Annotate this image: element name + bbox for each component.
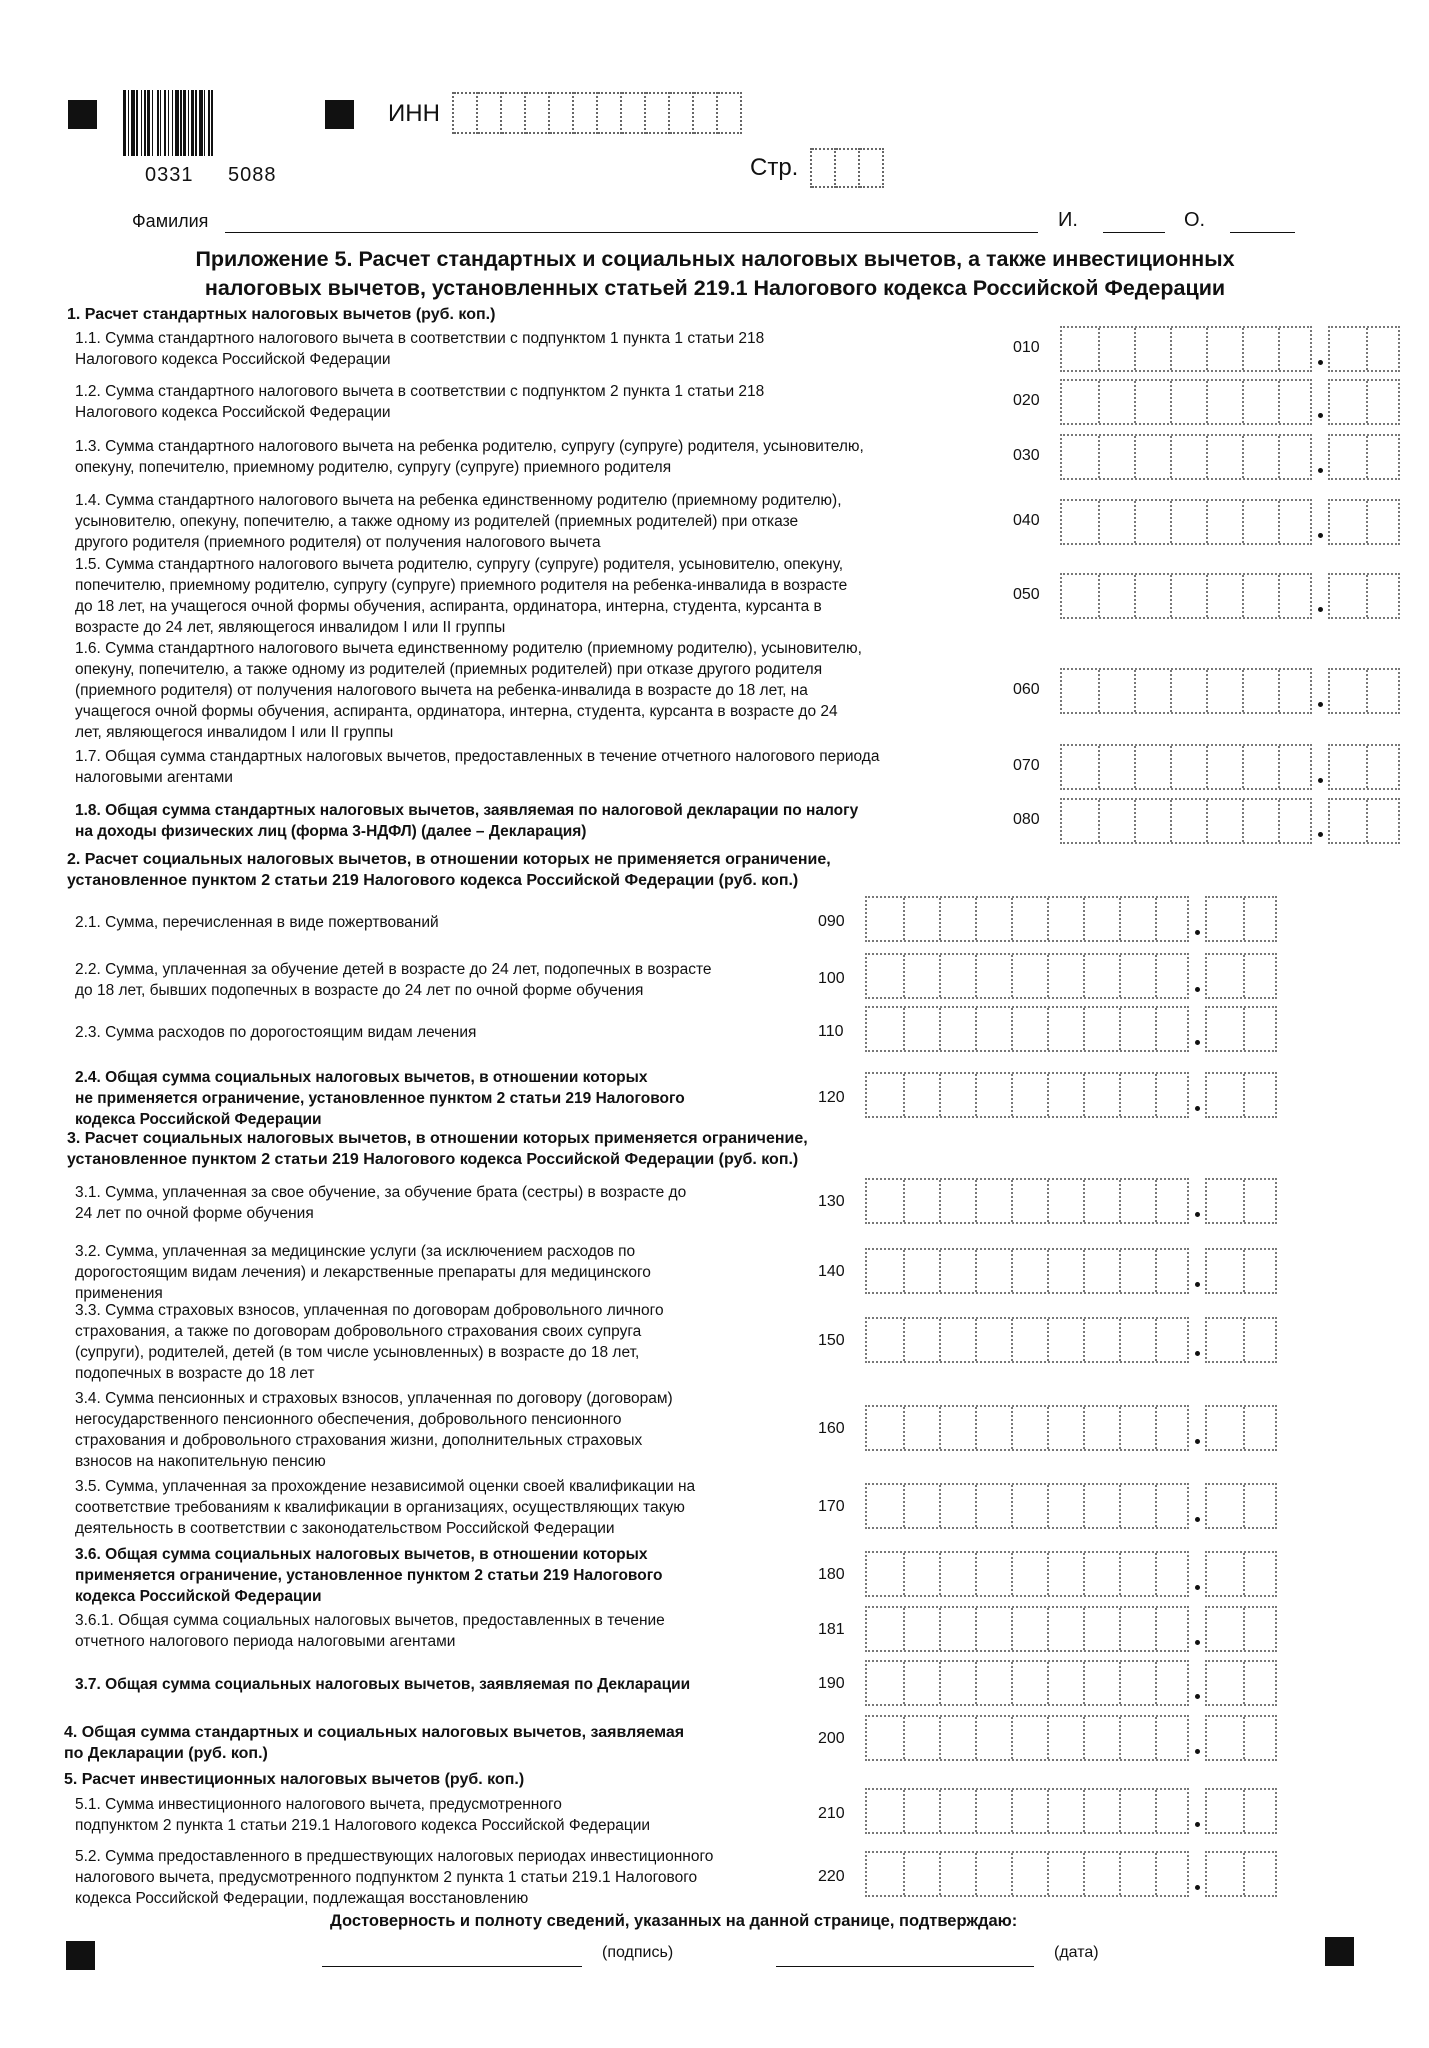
row-label-220: 5.2. Сумма предоставленного в предшествующих налоговых периодах инвестиционного налогового вычета, предусмотренного подпунктом 2 пункта 1 статьи 219.1 Налогового кодекса Российской Федерации, подлежащая восстановлению	[75, 1848, 714, 1907]
decimal-point	[1195, 1439, 1200, 1444]
row-label-100: 2.2. Сумма, уплаченная за обучение детей в возрасте до 24 лет, подопечных в возрасте до 18 лет, бывших подопечных в возрасте до 24 лет по очной форме обучения	[75, 961, 712, 999]
rubles-cells[interactable]	[865, 1660, 1189, 1706]
char-cell[interactable]	[670, 92, 694, 134]
date-label: (дата)	[1054, 1944, 1099, 1961]
line-code-040: 040	[1013, 511, 1040, 529]
inn-label: ИНН	[388, 100, 440, 127]
date-line[interactable]	[776, 1966, 1034, 1967]
kopecks-cells[interactable]	[1205, 1606, 1277, 1652]
corner-marker-bottom-left	[66, 1941, 95, 1970]
char-cell[interactable]	[694, 92, 718, 134]
decimal-point	[1195, 1517, 1200, 1522]
rubles-cells[interactable]	[1060, 379, 1312, 425]
kopecks-cells[interactable]	[1205, 1405, 1277, 1451]
corner-marker-top-left	[68, 100, 97, 129]
line-code-210: 210	[818, 1805, 845, 1822]
row-label-050: 1.5. Сумма стандартного налогового вычета родителю, супругу (супруге) родителя, усыновителю, опекуну, попечителю, приемному родителю, супругу (супруге) приемного родителя на ребенка-инвалида в возрасте до 18 лет, на учащегося очной формы обучения, аспиранта, ординатора, интерна, студента, курсанта в возрасте до 24 лет, являющегося инвалидом I или II группы	[75, 556, 848, 636]
inn-field[interactable]	[452, 92, 742, 134]
rubles-cells[interactable]	[865, 1317, 1189, 1363]
line-code-080: 080	[1013, 811, 1040, 828]
signature-label: (подпись)	[602, 1944, 674, 1961]
row-label-130: 3.1. Сумма, уплаченная за свое обучение, за обучение брата (сестры) в возрасте до 24 лет по очной форме обучения	[75, 1184, 687, 1222]
kopecks-cells[interactable]	[1205, 1483, 1277, 1529]
line-code-070: 070	[1013, 757, 1040, 774]
char-cell[interactable]	[646, 92, 670, 134]
decimal-point	[1318, 778, 1323, 783]
kopecks-cells[interactable]	[1205, 896, 1277, 942]
char-cell[interactable]	[502, 92, 526, 134]
row-label-060: 1.6. Сумма стандартного налогового вычета единственному родителю (приемному родителю), усыновителю, опекуну, попечителю, а также одному из родителей (приемных родителей) при отказе другого родителя (приемного родителя) от получения налогового вычета на ребенка-инвалида в возрасте до 18 лет, на учащегося очной формы обучения, аспиранта, ординатора, интерна, студента, курсанта в возрасте до 24 лет, являющегося инвалидом I или II группы	[75, 640, 862, 741]
row-label-110: 2.3. Сумма расходов по дорогостоящим видам лечения	[75, 1024, 477, 1041]
row-label-210: 5.1. Сумма инвестиционного налогового вычета, предусмотренного подпунктом 2 пункта 1 статьи 219.1 Налогового кодекса Российской Федерации	[75, 1796, 651, 1834]
decimal-point	[1195, 1106, 1200, 1111]
rubles-cells[interactable]	[865, 1072, 1189, 1118]
decimal-point	[1195, 987, 1200, 992]
rubles-cells[interactable]	[865, 1551, 1189, 1597]
char-cell[interactable]	[860, 148, 884, 188]
line-code-190: 190	[818, 1674, 845, 1692]
line-code-050: 050	[1013, 586, 1040, 603]
page-label: Стр.	[750, 154, 799, 181]
decimal-point	[1318, 702, 1323, 707]
rubles-cells[interactable]	[865, 1006, 1189, 1052]
page-number-field[interactable]	[810, 148, 884, 188]
signature-line[interactable]	[322, 1966, 582, 1967]
kopecks-cells[interactable]	[1205, 1715, 1277, 1761]
line-code-200: 200	[818, 1730, 845, 1747]
kopecks-cells[interactable]	[1205, 1248, 1277, 1294]
kopecks-cells[interactable]	[1205, 1006, 1277, 1052]
kopecks-cells[interactable]	[1205, 1551, 1277, 1597]
decimal-point	[1318, 413, 1323, 418]
decimal-point	[1195, 1694, 1200, 1699]
kopecks-cells[interactable]	[1205, 1851, 1277, 1897]
row-label-090: 2.1. Сумма, перечисленная в виде пожертвований	[75, 914, 439, 931]
kopecks-cells[interactable]	[1205, 1317, 1277, 1363]
surname-field[interactable]	[225, 232, 1038, 233]
rubles-cells[interactable]	[865, 1788, 1189, 1834]
section-5-heading: 5. Расчет инвестиционных налоговых вычетов (руб. коп.)	[64, 1771, 525, 1788]
line-code-140: 140	[818, 1262, 845, 1280]
rubles-cells[interactable]	[1060, 573, 1312, 619]
line-code-010: 010	[1013, 339, 1040, 356]
line-code-110: 110	[818, 1022, 844, 1040]
line-code-130: 130	[818, 1193, 845, 1210]
decimal-point	[1195, 1885, 1200, 1890]
line-code-220: 220	[818, 1867, 845, 1885]
decimal-point	[1318, 468, 1323, 473]
kopecks-cells[interactable]	[1205, 1072, 1277, 1118]
section-3-heading: 3. Расчет социальных налоговых вычетов, в отношении которых применяется ограничение, установленное пунктом 2 статьи 219 Налогового кодекса Российской Федерации (руб. коп.)	[67, 1130, 808, 1168]
row-label-150: 3.3. Сумма страховых взносов, уплаченная по договорам добровольного личного страхования, а также по договорам добровольного страхования своих супруга (супруги), родителей, детей (в том числе усыновленных) в возрасте до 18 лет, подопечных в возрасте до 18 лет	[75, 1302, 664, 1382]
decimal-point	[1195, 1282, 1200, 1287]
decimal-point	[1195, 1351, 1200, 1356]
rubles-cells[interactable]	[865, 953, 1189, 999]
initial-i-field[interactable]	[1103, 232, 1165, 233]
kopecks-cells[interactable]	[1205, 1660, 1277, 1706]
decimal-point	[1318, 360, 1323, 365]
decimal-point	[1195, 1640, 1200, 1645]
row-label-070: 1.7. Общая сумма стандартных налоговых вычетов, предоставленных в течение отчетного налогового периода налоговыми агентами	[75, 748, 880, 786]
rubles-cells[interactable]	[1060, 326, 1312, 372]
decimal-point	[1318, 832, 1323, 837]
row-label-170: 3.5. Сумма, уплаченная за прохождение независимой оценки своей квалификации на соответствие требованиям к квалификации в организациях, осуществляющих такую деятельность в соответствии с законодательством Российской Федерации	[75, 1478, 696, 1537]
char-cell[interactable]	[812, 148, 836, 188]
line-code-090: 090	[818, 912, 845, 930]
rubles-cells[interactable]	[1060, 499, 1312, 545]
char-cell[interactable]	[550, 92, 574, 134]
row-label-040: 1.4. Сумма стандартного налогового вычета на ребенка единственному родителю (приемному родителю), усыновителю, опекуну, попечителю, а также одному из родителей (приемных родителей) при отказе другого родителя (приемного родителя) от получения налогового вычета	[75, 492, 842, 551]
confirmation-text: Достоверность и полноту сведений, указанных на данной странице, подтверждаю:	[330, 1912, 1018, 1930]
rubles-cells[interactable]	[865, 1483, 1189, 1529]
char-cell[interactable]	[454, 92, 478, 134]
line-code-060: 060	[1013, 680, 1040, 698]
decimal-point	[1195, 1822, 1200, 1827]
row-label-190: 3.7. Общая сумма социальных налоговых вычетов, заявляемая по Декларации	[75, 1676, 691, 1693]
barcode-number-left: 0331	[145, 164, 194, 186]
char-cell[interactable]	[718, 92, 742, 134]
rubles-cells[interactable]	[1060, 434, 1312, 480]
line-code-170: 170	[818, 1497, 845, 1515]
char-cell[interactable]	[526, 92, 550, 134]
rubles-cells[interactable]	[865, 1851, 1189, 1897]
rubles-cells[interactable]	[865, 1405, 1189, 1451]
line-code-020: 020	[1013, 392, 1040, 409]
line-code-181: 181	[818, 1621, 845, 1638]
row-label-080: 1.8. Общая сумма стандартных налоговых вычетов, заявляемая по налоговой декларации по налогу на доходы физических лиц (форма 3-НДФЛ) (далее – Декларация)	[75, 802, 859, 840]
corner-marker-bottom-right	[1325, 1937, 1354, 1966]
section-2-heading: 2. Расчет социальных налоговых вычетов, в отношении которых не применяется ограничение, установленное пунктом 2 статьи 219 Налогового кодекса Российской Федерации (руб. коп.)	[67, 851, 831, 889]
rubles-cells[interactable]	[1060, 744, 1312, 790]
line-code-120: 120	[818, 1088, 845, 1106]
row-label-020: 1.2. Сумма стандартного налогового вычета в соответствии с подпунктом 2 пункта 1 статьи 218 Налогового кодекса Российской Федерации	[75, 383, 765, 421]
kopecks-cells[interactable]	[1328, 798, 1400, 844]
row-label-140: 3.2. Сумма, уплаченная за медицинские услуги (за исключением расходов по дорогостоящим видам лечения) и лекарственные препараты для медицинского применения	[75, 1243, 651, 1302]
kopecks-cells[interactable]	[1205, 953, 1277, 999]
char-cell[interactable]	[598, 92, 622, 134]
row-label-010: 1.1. Сумма стандартного налогового вычета в соответствии с подпунктом 1 пункта 1 статьи 218 Налогового кодекса Российской Федерации	[75, 330, 765, 368]
initial-o-label: О.	[1184, 209, 1206, 231]
kopecks-cells[interactable]	[1328, 499, 1400, 545]
char-cell[interactable]	[622, 92, 646, 134]
kopecks-cells[interactable]	[1328, 573, 1400, 619]
row-label-160: 3.4. Сумма пенсионных и страховых взносов, уплаченная по договору (договорам) негосударственного пенсионного обеспечения, добровольного пенсионного страхования и добровольного страхования жизни, дополнительных страховых взносов на накопительную пенсию	[75, 1390, 673, 1470]
decimal-point	[1195, 1040, 1200, 1045]
kopecks-cells[interactable]	[1328, 379, 1400, 425]
decimal-point	[1318, 533, 1323, 538]
corner-marker-top-mid	[325, 100, 354, 129]
char-cell[interactable]	[574, 92, 598, 134]
section-4-heading: 4. Общая сумма стандартных и социальных налоговых вычетов, заявляемая по Декларации (руб. коп.)	[64, 1724, 685, 1762]
row-label-180: 3.6. Общая сумма социальных налоговых вычетов, в отношении которых применяется ограничение, установленное пунктом 2 статьи 219 Налогового кодекса Российской Федерации	[75, 1546, 663, 1605]
kopecks-cells[interactable]	[1205, 1788, 1277, 1834]
row-label-181: 3.6.1. Общая сумма социальных налоговых вычетов, предоставленных в течение отчетного налогового периода налоговыми агентами	[75, 1612, 665, 1650]
kopecks-cells[interactable]	[1328, 744, 1400, 790]
row-label-030: 1.3. Сумма стандартного налогового вычета на ребенка родителю, супругу (супруге) родителя, усыновителю, опекуну, попечителю, приемному родителю, супругу (супруге) приемного родителя	[75, 438, 864, 476]
kopecks-cells[interactable]	[1205, 1178, 1277, 1224]
decimal-point	[1195, 1749, 1200, 1754]
rubles-cells[interactable]	[865, 1606, 1189, 1652]
line-code-030: 030	[1013, 447, 1040, 464]
line-code-150: 150	[818, 1332, 845, 1349]
rubles-cells[interactable]	[1060, 668, 1312, 714]
initial-i-label: И.	[1058, 209, 1078, 231]
section-1-heading: 1. Расчет стандартных налоговых вычетов (руб. коп.)	[67, 306, 496, 323]
line-code-160: 160	[818, 1420, 845, 1437]
line-code-100: 100	[818, 970, 845, 987]
rubles-cells[interactable]	[1060, 798, 1312, 844]
decimal-point	[1195, 1585, 1200, 1590]
decimal-point	[1195, 930, 1200, 935]
surname-label: Фамилия	[132, 211, 209, 231]
rubles-cells[interactable]	[865, 1715, 1189, 1761]
page-title-line-1: Приложение 5. Расчет стандартных и социальных налоговых вычетов, а также инвестиционных	[195, 247, 1235, 271]
rubles-cells[interactable]	[865, 896, 1189, 942]
decimal-point	[1195, 1212, 1200, 1217]
rubles-cells[interactable]	[865, 1248, 1189, 1294]
row-label-120: 2.4. Общая сумма социальных налоговых вычетов, в отношении которых не применяется ограничение, установленное пунктом 2 статьи 219 Налогового кодекса Российской Федерации	[75, 1069, 685, 1128]
barcode	[123, 90, 293, 156]
barcode-number-right: 5088	[228, 164, 277, 186]
decimal-point	[1318, 607, 1323, 612]
kopecks-cells[interactable]	[1328, 668, 1400, 714]
char-cell[interactable]	[836, 148, 860, 188]
rubles-cells[interactable]	[865, 1178, 1189, 1224]
line-code-180: 180	[818, 1565, 845, 1583]
char-cell[interactable]	[478, 92, 502, 134]
kopecks-cells[interactable]	[1328, 326, 1400, 372]
kopecks-cells[interactable]	[1328, 434, 1400, 480]
initial-o-field[interactable]	[1230, 232, 1295, 233]
page-title-line-2: налоговых вычетов, установленных статьей 219.1 Налогового кодекса Российской Федерации	[204, 276, 1226, 300]
